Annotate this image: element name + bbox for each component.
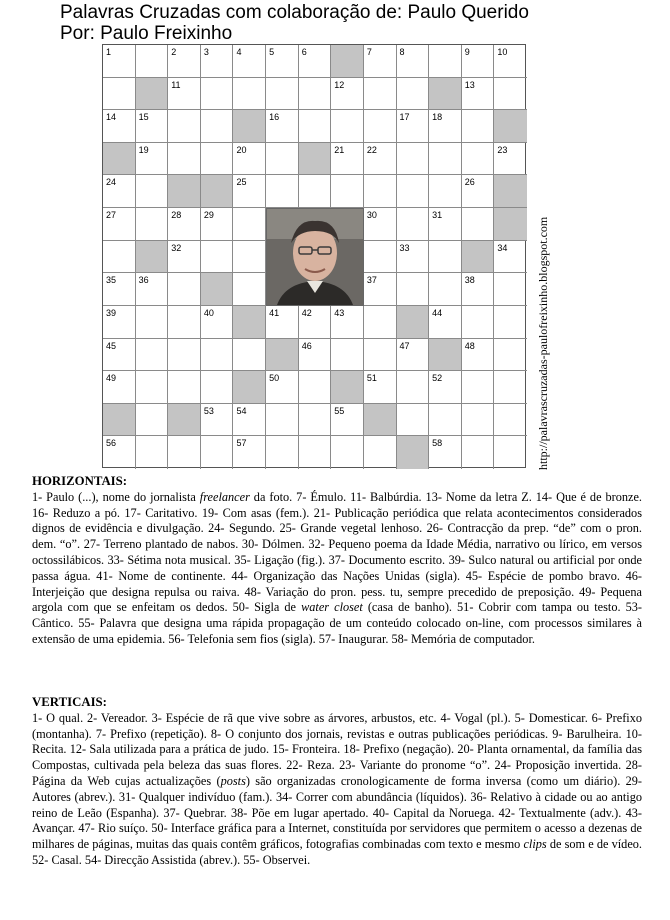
grid-cell[interactable]	[364, 306, 397, 339]
black-cell	[233, 371, 266, 404]
black-cell	[494, 208, 527, 241]
grid-cell[interactable]	[103, 78, 136, 111]
clue-number: 2	[171, 47, 177, 57]
grid-cell[interactable]	[429, 175, 462, 208]
grid-cell[interactable]	[103, 436, 136, 469]
clue-number: 14	[106, 112, 117, 123]
grid-cell[interactable]	[429, 110, 462, 143]
clue-number: 24	[106, 177, 117, 188]
black-cell	[331, 45, 364, 78]
grid-cell[interactable]	[136, 436, 169, 469]
clue-number: 44	[432, 307, 443, 318]
grid-cell[interactable]	[266, 175, 299, 208]
clue-number: 30	[366, 210, 377, 221]
grid-cell[interactable]	[299, 78, 332, 111]
grid-cell[interactable]	[299, 175, 332, 208]
grid-cell[interactable]	[364, 339, 397, 372]
clue-number: 39	[106, 307, 117, 318]
grid-cell[interactable]	[233, 208, 266, 241]
grid-cell[interactable]	[397, 241, 430, 274]
black-cell	[397, 306, 430, 339]
clue-number: 4	[236, 47, 242, 57]
grid-cell[interactable]	[201, 306, 234, 339]
grid-cell[interactable]	[462, 273, 495, 306]
grid-cell[interactable]	[233, 241, 266, 274]
clue-number: 55	[334, 405, 345, 416]
grid-cell[interactable]	[397, 273, 430, 306]
black-cell	[429, 339, 462, 372]
clue-number: 18	[432, 112, 443, 123]
clue-number: 35	[106, 275, 117, 286]
clue-number: 19	[138, 144, 149, 155]
vertical-clues	[32, 695, 642, 869]
grid-cell[interactable]	[494, 45, 527, 78]
clue-number: 8	[399, 47, 405, 57]
black-cell	[462, 241, 495, 274]
grid-cell[interactable]	[331, 110, 364, 143]
clue-number: 38	[464, 275, 475, 286]
grid-cell[interactable]	[429, 143, 462, 176]
grid-cell[interactable]	[462, 175, 495, 208]
grid-cell[interactable]	[136, 208, 169, 241]
grid-cell[interactable]	[364, 175, 397, 208]
clue-number: 11	[171, 79, 181, 90]
grid-cell[interactable]	[364, 273, 397, 306]
grid-cell[interactable]	[462, 78, 495, 111]
grid-cell[interactable]	[397, 110, 430, 143]
horizontal-clue-text: 1- Paulo (...), nome do jornalista freelancer da foto. 7- Émulo. 11- Balbúrdia. 13- Nome da letra Z. 14- Que é de bronze. 16- Reduzo a pó. 17- Caritativo. 19- Com asas (fem.). 21- Publicação periódica que relata acontecimentos considerados dignos de evidência e divulgação. 24- Segundo. 25- Grande vegetal lenhoso. 26- Contracção da prep. “de” com o pron. dem. “o”. 27- Terreno plantado de nabos. 30- Dólmen. 32- Pequeno poema da Idade Média, narrativo ou lírico, em versos octossilábicos. 33- Sétima nota musical. 35- Ligação (fig.). 37- Documento escrito. 39- Sulco natural ou artificial por onde passa água. 41- Nome de continente. 44- Organização das Nações Unidas (sigla). 45- Espécie de pombo bravo. 46- Interjeição que designa repulsa ou raiva. 48- Variação do pron. pess. tu, sempre precedido de preposição. 49- Pequena argola com que se enfeitam os dedos. 50- Sigla de water closet (casa de banho). 51- Cobrir com tampa ou testo. 53- Cântico. 55- Palavra que designa uma rápida propagação de um conteúdo colocado on-line, com processos similares à extensão de uma epidemia. 56- Telefonia sem fios (sigla). 57- Inaugurar. 58- Memória de computador.	[32, 489, 642, 646]
grid-cell[interactable]	[168, 241, 201, 274]
clue-number: 1	[106, 47, 112, 57]
grid-cell[interactable]	[201, 371, 234, 404]
grid-cell[interactable]	[494, 143, 527, 176]
black-cell	[168, 175, 201, 208]
grid-cell[interactable]	[233, 273, 266, 306]
grid-cell[interactable]	[429, 208, 462, 241]
clue-number: 15	[138, 112, 149, 123]
grid-cell[interactable]	[364, 436, 397, 469]
clue-number: 9	[464, 47, 470, 57]
clue-number: 17	[399, 112, 410, 123]
grid-cell[interactable]	[136, 110, 169, 143]
grid-cell[interactable]	[299, 339, 332, 372]
grid-cell[interactable]	[331, 339, 364, 372]
grid-cell[interactable]	[462, 208, 495, 241]
grid-cell[interactable]	[397, 78, 430, 111]
grid-cell[interactable]	[462, 436, 495, 469]
grid-cell[interactable]	[331, 78, 364, 111]
grid-cell[interactable]	[429, 45, 462, 78]
grid-cell[interactable]	[168, 339, 201, 372]
vertical-clue-text: 1- O qual. 2- Vereador. 3- Espécie de rã que vive sobre as árvores, arbustos, etc. 4- Vogal (pl.). 5- Domesticar. 6- Prefixo (montanha). 7- Prefixo (repetição). 8- O conjunto dos jornais, revistas e outras publicações periódicas. 9- Barulheira. 10- Recita. 12- Sala utilizada para a prática de judo. 15- Fronteira. 18- Prefixo (negação). 20- Planta ornamental, da família das Compostas, cultivada pela beleza das suas flores. 22- Reza. 23- Variante do pronome “o”. 24- Proposição invertida. 28- Página da Web cujas actualizações (posts) são organizadas cronologicamente de forma inversa (como um diário). 29- Autores (abrev.). 31- Qualquer indivíduo (fam.). 34- Correr com abundância (líquidos). 36- Relativo à cidade ou ao antigo reino de Leão (Espanha). 37- Quebrar. 38- Põe em lugar apertado. 40- Capital da Noruega. 42- Textualmente (adv.). 43- Avançar. 47- Rio suíço. 50- Interface gráfica para a Internet, constituída por servidores que permitem o acesso a dezenas de milhares de páginas, muitas das quais contêm gráficos, fotografias combinadas com texto e mesmo clips de som e de vídeo. 52- Casal. 54- Direcção Assistida (abrev.). 55- Observei.	[32, 710, 643, 867]
grid-cell[interactable]	[429, 371, 462, 404]
vertical-heading: VERTICAIS:	[32, 695, 107, 709]
grid-cell[interactable]	[299, 45, 332, 78]
grid-cell[interactable]	[299, 371, 332, 404]
clue-number: 41	[269, 307, 280, 318]
grid-cell[interactable]	[266, 78, 299, 111]
grid-cell[interactable]	[136, 175, 169, 208]
author-photo	[266, 208, 364, 306]
grid-cell[interactable]	[233, 143, 266, 176]
black-cell	[201, 175, 234, 208]
grid-cell[interactable]	[103, 306, 136, 339]
clue-number: 51	[366, 373, 377, 384]
grid-cell[interactable]	[331, 404, 364, 437]
grid-cell[interactable]	[429, 241, 462, 274]
black-cell	[201, 273, 234, 306]
grid-cell[interactable]	[103, 273, 136, 306]
clue-number: 31	[432, 210, 443, 221]
clue-number: 32	[171, 242, 182, 253]
grid-cell[interactable]	[103, 241, 136, 274]
grid-cell[interactable]	[429, 273, 462, 306]
grid-cell[interactable]	[201, 436, 234, 469]
grid-cell[interactable]	[168, 371, 201, 404]
grid-cell[interactable]	[233, 404, 266, 437]
black-cell	[397, 436, 430, 469]
black-cell	[103, 143, 136, 176]
grid-cell[interactable]	[462, 404, 495, 437]
grid-cell[interactable]	[494, 306, 527, 339]
grid-cell[interactable]	[266, 371, 299, 404]
clue-number: 43	[334, 307, 345, 318]
grid-cell[interactable]	[233, 175, 266, 208]
grid-cell[interactable]	[103, 371, 136, 404]
grid-cell[interactable]	[462, 339, 495, 372]
clue-number: 46	[301, 340, 312, 351]
grid-cell[interactable]	[494, 404, 527, 437]
grid-cell[interactable]	[397, 45, 430, 78]
grid-cell[interactable]	[462, 45, 495, 78]
grid-cell[interactable]	[331, 306, 364, 339]
grid-cell[interactable]	[494, 273, 527, 306]
grid-cell[interactable]	[266, 404, 299, 437]
grid-cell[interactable]	[233, 436, 266, 469]
grid-cell[interactable]	[331, 175, 364, 208]
grid-cell[interactable]	[397, 371, 430, 404]
grid-cell[interactable]	[397, 175, 430, 208]
grid-cell[interactable]	[299, 110, 332, 143]
clue-number: 57	[236, 438, 247, 449]
grid-cell[interactable]	[299, 404, 332, 437]
clue-number: 13	[464, 79, 475, 90]
grid-cell[interactable]	[429, 306, 462, 339]
clue-number: 10	[497, 47, 508, 57]
grid-cell[interactable]	[331, 143, 364, 176]
grid-cell[interactable]	[462, 143, 495, 176]
grid-cell[interactable]	[266, 45, 299, 78]
black-cell	[136, 241, 169, 274]
grid-cell[interactable]	[364, 78, 397, 111]
grid-cell[interactable]	[266, 436, 299, 469]
grid-cell[interactable]	[136, 143, 169, 176]
grid-cell[interactable]	[168, 208, 201, 241]
clue-number: 48	[464, 340, 475, 351]
black-cell	[429, 78, 462, 111]
grid-cell[interactable]	[462, 110, 495, 143]
clue-number: 34	[497, 242, 508, 253]
grid-cell[interactable]	[103, 208, 136, 241]
grid-cell[interactable]	[364, 208, 397, 241]
clue-number: 3	[203, 47, 209, 57]
grid-cell[interactable]	[299, 306, 332, 339]
clue-number: 25	[236, 177, 247, 188]
grid-cell[interactable]	[364, 371, 397, 404]
grid-cell[interactable]	[201, 404, 234, 437]
clue-number: 22	[366, 144, 377, 155]
clue-number: 16	[269, 112, 280, 123]
black-cell	[364, 404, 397, 437]
clue-number: 33	[399, 242, 410, 253]
grid-cell[interactable]	[168, 45, 201, 78]
grid-cell[interactable]	[364, 241, 397, 274]
grid-cell[interactable]	[266, 306, 299, 339]
crossword-grid	[102, 44, 526, 468]
grid-cell[interactable]	[397, 143, 430, 176]
grid-cell[interactable]	[266, 143, 299, 176]
grid-cell[interactable]	[201, 110, 234, 143]
grid-cell[interactable]	[103, 339, 136, 372]
grid-cell[interactable]	[494, 371, 527, 404]
grid-cell[interactable]	[201, 339, 234, 372]
grid-cell[interactable]	[429, 404, 462, 437]
horizontal-clues	[32, 474, 642, 648]
grid-cell[interactable]	[233, 45, 266, 78]
clue-number: 36	[138, 275, 149, 286]
grid-cell[interactable]	[136, 371, 169, 404]
clue-number: 27	[106, 210, 117, 221]
clue-number: 53	[203, 405, 214, 416]
black-cell	[494, 175, 527, 208]
clue-number: 23	[497, 144, 508, 155]
black-cell	[136, 78, 169, 111]
grid-cell[interactable]	[364, 110, 397, 143]
grid-cell[interactable]	[299, 436, 332, 469]
grid-cell[interactable]	[364, 45, 397, 78]
grid-cell[interactable]	[201, 208, 234, 241]
grid-cell[interactable]	[364, 143, 397, 176]
horizontal-heading: HORIZONTAIS:	[32, 474, 128, 488]
clue-number: 28	[171, 210, 182, 221]
clue-number: 7	[366, 47, 372, 57]
clue-number: 58	[432, 438, 443, 449]
clue-number: 49	[106, 373, 117, 384]
clue-number: 37	[366, 275, 377, 286]
grid-cell[interactable]	[201, 241, 234, 274]
clue-number: 12	[334, 79, 345, 90]
grid-cell[interactable]	[136, 273, 169, 306]
clue-number: 45	[106, 340, 117, 351]
grid-cell[interactable]	[266, 110, 299, 143]
grid-cell[interactable]	[168, 306, 201, 339]
black-cell	[331, 371, 364, 404]
grid-cell[interactable]	[494, 436, 527, 469]
grid-cell[interactable]	[397, 208, 430, 241]
blog-url: http://palavrascruzadas-paulofreixinho.blogspot.com	[536, 216, 550, 470]
clue-number: 50	[269, 373, 280, 384]
clue-number: 6	[301, 47, 307, 57]
grid-cell[interactable]	[168, 78, 201, 111]
clue-number: 47	[399, 340, 410, 351]
clue-number: 42	[301, 307, 312, 318]
black-cell	[103, 404, 136, 437]
clue-number: 20	[236, 144, 247, 155]
grid-cell[interactable]	[429, 436, 462, 469]
black-cell	[233, 306, 266, 339]
grid-cell[interactable]	[462, 306, 495, 339]
grid-cell[interactable]	[136, 339, 169, 372]
grid-cell[interactable]	[103, 175, 136, 208]
grid-cell[interactable]	[136, 45, 169, 78]
grid-cell[interactable]	[331, 436, 364, 469]
grid-cell[interactable]	[201, 45, 234, 78]
grid-cell[interactable]	[103, 110, 136, 143]
grid-cell[interactable]	[494, 241, 527, 274]
grid-cell[interactable]	[494, 78, 527, 111]
clue-number: 54	[236, 405, 247, 416]
grid-cell[interactable]	[397, 339, 430, 372]
grid-cell[interactable]	[494, 339, 527, 372]
grid-cell[interactable]	[136, 306, 169, 339]
page-title: Palavras Cruzadas com colaboração de: Paulo Querido	[60, 2, 529, 23]
grid-cell[interactable]	[136, 404, 169, 437]
grid-cell[interactable]	[201, 143, 234, 176]
clue-number: 56	[106, 438, 117, 449]
clue-number: 52	[432, 373, 443, 384]
grid-cell[interactable]	[233, 78, 266, 111]
grid-cell[interactable]	[233, 339, 266, 372]
grid-cell[interactable]	[462, 371, 495, 404]
clue-number: 21	[334, 144, 345, 155]
black-cell	[494, 110, 527, 143]
grid-cell[interactable]	[168, 143, 201, 176]
grid-cell[interactable]	[168, 273, 201, 306]
clue-number: 40	[203, 307, 214, 318]
clue-number: 26	[464, 177, 475, 188]
clue-number: 5	[269, 47, 275, 57]
clue-number: 29	[203, 210, 214, 221]
author-line: Por: Paulo Freixinho	[60, 23, 233, 44]
grid-cell[interactable]	[168, 436, 201, 469]
black-cell	[266, 339, 299, 372]
grid-cell[interactable]	[103, 45, 136, 78]
grid-cell[interactable]	[397, 404, 430, 437]
black-cell	[299, 143, 332, 176]
grid-cell[interactable]	[168, 110, 201, 143]
black-cell	[233, 110, 266, 143]
grid-cell[interactable]	[201, 78, 234, 111]
black-cell	[168, 404, 201, 437]
